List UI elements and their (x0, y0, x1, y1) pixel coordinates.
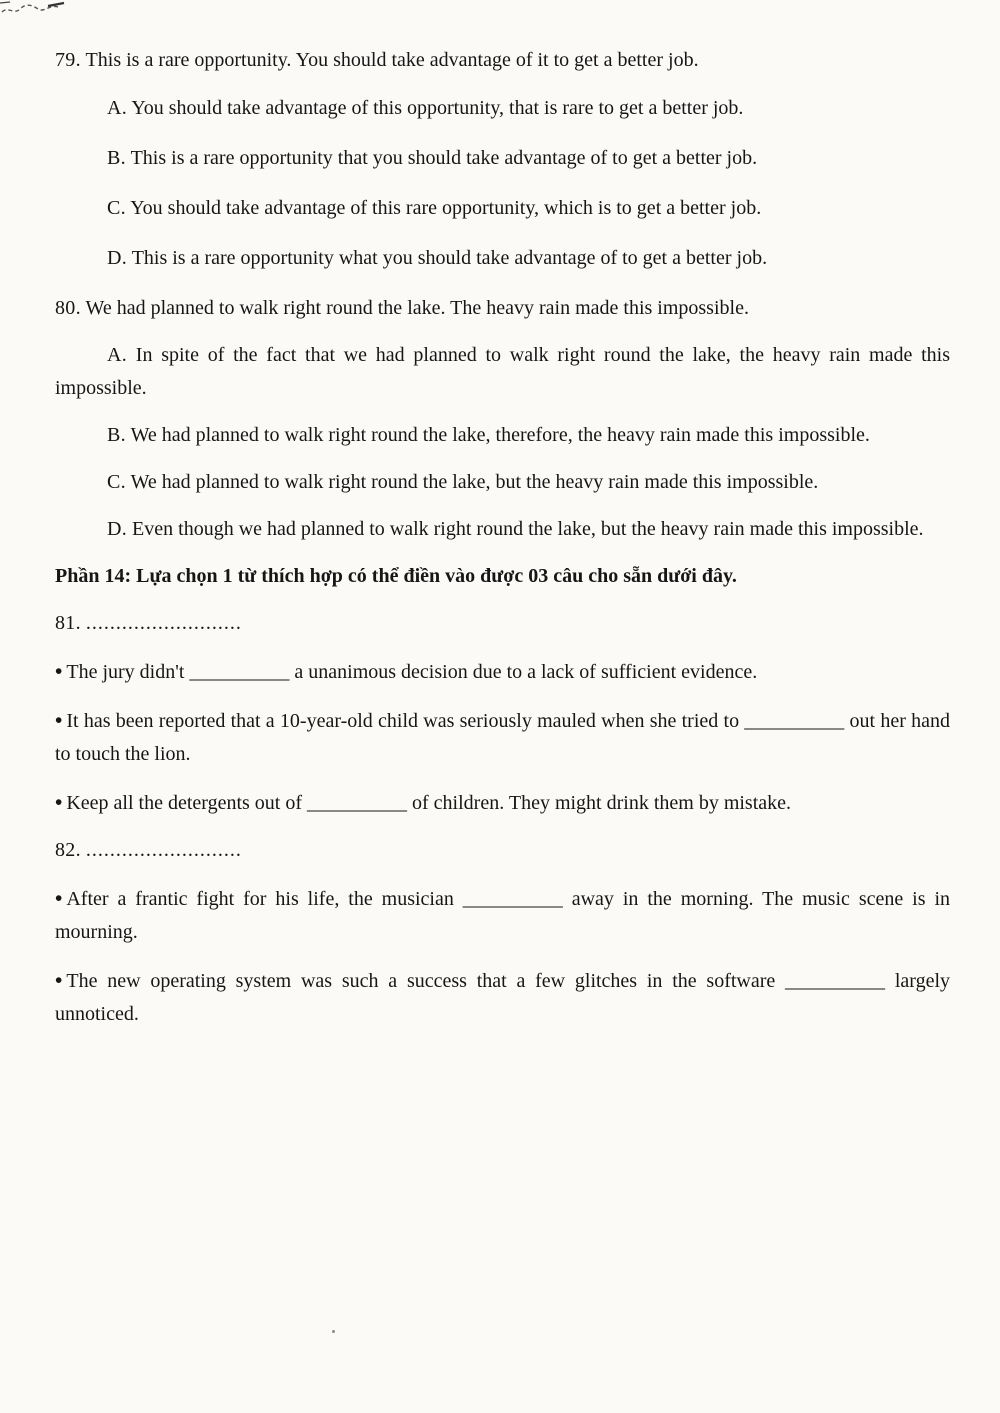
question-81-number (55, 607, 950, 640)
bullet-icon: • (55, 968, 63, 992)
question-79-option-a (55, 92, 950, 125)
question-80-option-a (55, 339, 950, 405)
question-80 (55, 292, 950, 546)
bullet-icon: • (55, 886, 63, 910)
option-text: This is a rare opportunity that you should take advantage of to get a better job. (130, 147, 758, 169)
bullet-icon: • (55, 708, 63, 732)
question-80-stem (55, 292, 950, 325)
question-79-option-c (55, 192, 950, 225)
question-stem-text: We had planned to walk right round the lake. The heavy rain made this impossible. (85, 297, 749, 319)
question-stem-text: This is a rare opportunity. You should take advantage of it to get a better job. (85, 49, 699, 71)
question-81-bullet-3 (55, 785, 950, 820)
option-text: You should take advantage of this opportunity, that is rare to get a better job. (131, 97, 744, 119)
bullet-icon: • (55, 790, 63, 814)
option-text: We had planned to walk right round the lake, therefore, the heavy rain made this impossible. (130, 424, 870, 446)
question-79-option-b (55, 142, 950, 175)
question-82-bullet-1 (55, 881, 950, 949)
option-label: B. (107, 147, 126, 169)
option-text: This is a rare opportunity what you should take advantage of to get a better job. (131, 247, 768, 269)
question-81-bullet-2 (55, 703, 950, 771)
option-text: You should take advantage of this rare opportunity, which is to get a better job. (130, 197, 762, 219)
question-81 (55, 607, 950, 820)
option-label: A. (107, 97, 128, 119)
option-label: C. (107, 197, 126, 219)
option-label: D. (107, 247, 128, 269)
question-79-stem (55, 44, 950, 77)
option-label: A. (107, 344, 128, 366)
option-text: In spite of the fact that we had planned to walk right round the lake, the heavy rain made this impossible. (55, 344, 950, 399)
question-82-number (55, 834, 950, 867)
option-label: C. (107, 471, 126, 493)
bullet-text: It has been reported that a 10-year-old child was seriously mauled when she tried to __________ out her hand to touch the lion. (55, 710, 950, 765)
question-82-bullet-2 (55, 963, 950, 1031)
option-text: Even though we had planned to walk right round the lake, but the heavy rain made this impossible. (132, 518, 924, 540)
question-82 (55, 834, 950, 1031)
bullet-text: The new operating system was such a success that a few glitches in the software __________ largely unnoticed. (55, 970, 950, 1025)
question-number: 81. (55, 612, 81, 634)
answer-dots: .......................... (85, 612, 242, 634)
option-text: We had planned to walk right round the lake, but the heavy rain made this impossible. (130, 471, 819, 493)
answer-dots: .......................... (85, 839, 242, 861)
option-label: D. (107, 518, 128, 540)
scan-artifact-scribble (0, 0, 100, 24)
question-number: 80. (55, 297, 81, 319)
scan-speck (332, 1330, 335, 1333)
bullet-text: After a frantic fight for his life, the musician __________ away in the morning. The music scene is in mourning. (55, 888, 950, 943)
bullet-text: The jury didn't __________ a unanimous decision due to a lack of sufficient evidence. (66, 661, 758, 683)
question-81-bullet-1 (55, 654, 950, 689)
option-label: B. (107, 424, 126, 446)
question-80-option-b (55, 419, 950, 452)
section-heading: Phần 14: Lựa chọn 1 từ thích hợp có thể điền vào được 03 câu cho sẵn dưới đây. (55, 565, 737, 587)
question-number: 79. (55, 49, 81, 71)
question-79-option-d (55, 242, 950, 275)
bullet-icon: • (55, 659, 63, 683)
question-79 (55, 44, 950, 275)
question-80-option-d (55, 513, 950, 546)
question-80-option-c (55, 466, 950, 499)
bullet-text: Keep all the detergents out of __________ of children. They might drink them by mistake. (66, 792, 792, 814)
question-number: 82. (55, 839, 81, 861)
